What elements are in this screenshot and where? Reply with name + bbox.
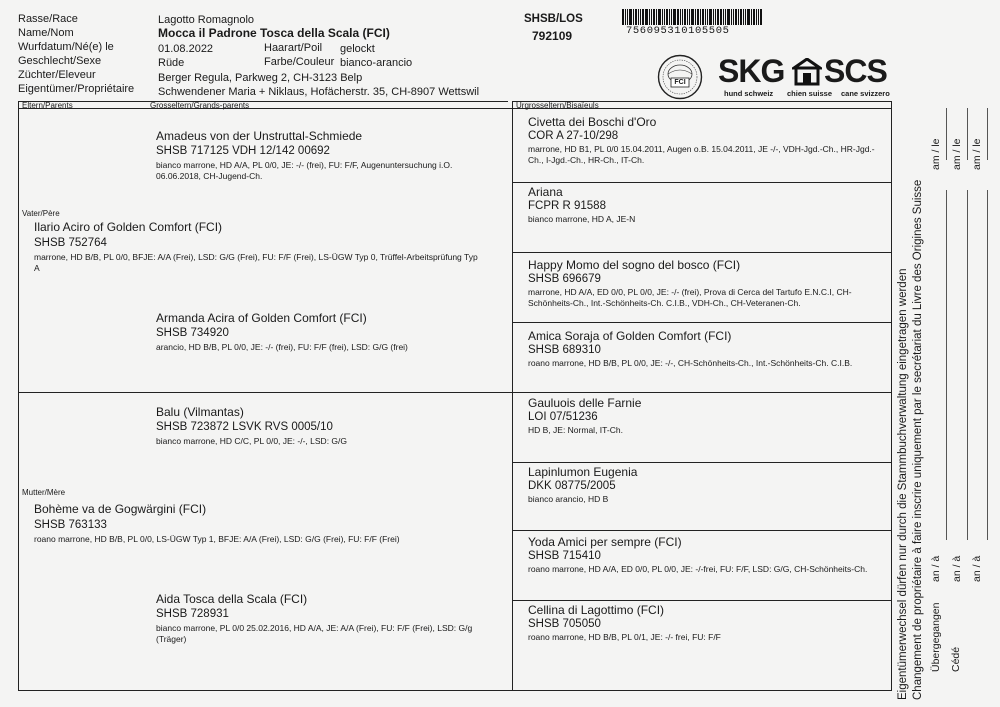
signature-line — [987, 190, 988, 540]
scs-logo-text: SCS — [824, 53, 887, 89]
barcode-bar — [740, 9, 742, 25]
barcode-bar — [700, 9, 701, 25]
barcode-bar — [638, 9, 639, 25]
label-sex: Geschlecht/Sexe — [18, 55, 102, 67]
grandparent-entry — [156, 311, 496, 353]
great-grandparent-details: bianco arancio, HD B — [528, 494, 609, 504]
grandparent-name: Aida Tosca della Scala (FCI) — [156, 592, 308, 606]
sire-entry — [34, 220, 484, 274]
great-grandparent-entry — [528, 185, 884, 225]
grandparent-reg: SHSB 717125 VDH 12/142 00692 — [156, 145, 330, 157]
breed-value: Lagotto Romagnolo — [158, 14, 255, 26]
label-owner: Eigentümer/Propriétaire — [18, 83, 135, 95]
ownership-notice-de: Eigentümerwechsel dürfen nur durch die Stammbuchverwaltung eingetragen werden — [897, 268, 909, 700]
dam-reg: SHSB 763133 — [34, 519, 107, 531]
logo-subtitle-1: hund schweiz — [724, 89, 774, 98]
barcode-bar — [658, 9, 661, 25]
grandparent-details: arancio, HD B/B, PL 0/0, JE: -/- (frei), FU: F/F (frei), LSD: G/G (frei) — [156, 342, 408, 352]
barcode-bar — [664, 9, 665, 25]
barcode-bar — [673, 9, 676, 25]
great-grandparent-name: Amica Soraja of Golden Comfort (FCI) — [528, 329, 732, 343]
barcode-bar — [635, 9, 637, 25]
fci-logo-text: FCI — [674, 79, 686, 86]
barcode-bar — [625, 9, 626, 25]
barcode-bar — [687, 9, 688, 25]
sire-name: Ilario Aciro of Golden Comfort (FCI) — [34, 220, 223, 234]
great-grandparent-reg: SHSB 689310 — [528, 344, 601, 356]
barcode-bar — [745, 9, 746, 25]
great-grandparent-entry — [528, 258, 884, 309]
fci-logo — [657, 54, 703, 100]
date-line — [987, 108, 988, 160]
to-label: an / à — [930, 555, 942, 582]
owner-value: Schwendener Maria + Niklaus, Hofächerstr. 35, CH-8907 Wettswil — [158, 86, 480, 98]
row-divider — [512, 600, 892, 601]
barcode-bar — [723, 9, 724, 25]
dam-label: Mutter/Mère — [22, 488, 66, 497]
signature-line — [967, 190, 968, 540]
label-birth: Wurfdatum/Né(e) le — [18, 41, 114, 53]
dog-house-icon — [792, 58, 822, 86]
great-grandparent-name: Lapinlumon Eugenia — [528, 465, 638, 479]
barcode-bar — [651, 9, 652, 25]
row-divider — [512, 252, 892, 253]
barcode-bar — [758, 9, 759, 25]
grandparent-entry — [156, 405, 496, 447]
barcode-bar — [695, 9, 696, 25]
column-header-parents: Eltern/Parents — [22, 101, 73, 110]
table-right-border — [891, 101, 892, 691]
barcode-bar — [760, 9, 762, 25]
header-divider-left — [18, 101, 508, 102]
ceded-label: Cédé — [950, 646, 962, 672]
great-grandparent-entry — [528, 115, 884, 166]
row-divider — [512, 530, 892, 531]
great-grandparent-details: marrone, HD B1, PL 0/0 15.04.2011, Augen o.B. 15.04.2011, JE -/-, VDH-Jgd.-Ch., HR-Jgd.-Ch., I-Jgd.-Ch., HR-Ch., IT-Ch. — [528, 144, 875, 165]
barcode-bar — [666, 9, 668, 25]
barcode-bar — [684, 9, 686, 25]
grandparent-reg: SHSB 723872 LSVK RVS 0005/10 — [156, 421, 333, 433]
date-line — [967, 108, 968, 160]
coat-label: Haarart/Poil — [264, 42, 323, 54]
barcode-bar — [697, 9, 699, 25]
barcode-number: 756095310105505 — [626, 25, 730, 37]
barcode-bar — [682, 9, 683, 25]
label-name: Name/Nom — [18, 27, 74, 39]
great-grandparent-entry — [528, 603, 884, 643]
dam-entry — [34, 502, 484, 545]
date-line — [946, 108, 947, 160]
great-grandparent-reg: COR A 27-10/298 — [528, 130, 619, 142]
barcode-bar — [669, 9, 670, 25]
barcode-bar — [709, 9, 712, 25]
great-grandparent-name: Happy Momo del sogno del bosco (FCI) — [528, 258, 741, 272]
great-grandparent-name: Gauluois delle Farnie — [528, 396, 642, 410]
ownership-notice-fr: Changement de propriétaire à faire inscrire uniquement par le secrétariat du Livre des Origines Suisse — [912, 179, 924, 700]
great-grandparent-entry — [528, 329, 884, 369]
grandparent-details: bianco marrone, HD C/C, PL 0/0, JE: -/-, LSD: G/G — [156, 436, 347, 446]
barcode-bar — [725, 9, 726, 25]
logo-subtitle-2: chien suisse — [787, 89, 833, 98]
great-grandparent-reg: SHSB 705050 — [528, 618, 601, 630]
barcode-bar — [677, 9, 679, 25]
barcode-bar — [629, 9, 632, 25]
sex-value: Rüde — [158, 57, 185, 69]
barcode-bar — [642, 9, 644, 25]
barcode-bar — [640, 9, 641, 25]
barcode-bar — [691, 9, 694, 25]
great-grandparent-name: Civetta dei Boschi d'Oro — [528, 115, 657, 129]
dam-name: Bohème va de Gogwärgini (FCI) — [34, 502, 207, 516]
registry-number: 792109 — [532, 29, 573, 43]
table-center-divider — [512, 101, 513, 691]
barcode-bar — [653, 9, 655, 25]
great-grandparent-details: marrone, HD A/A, ED 0/0, PL 0/0, JE: -/- (frei), Prova di Cerca del Tartufo E.N.C.I, CH-Schönheits-Ch., Int.-Schönheits-Ch. C.I.B., VDH-Ch., CH-Veteranen-Ch. — [528, 287, 852, 308]
barcode-bar — [705, 9, 706, 25]
barcode-bar — [743, 9, 744, 25]
barcode-bar — [707, 9, 708, 25]
great-grandparent-details: roano marrone, HD B/B, PL 0/0, JE: -/-, CH-Schönheits-Ch., Int.-Schönheits-Ch. C.I.B. — [528, 358, 853, 368]
barcode-bar — [717, 9, 719, 25]
table-left-border — [18, 101, 19, 691]
row-divider — [512, 322, 892, 323]
great-grandparent-name: Cellina di Lagottimo (FCI) — [528, 603, 665, 617]
grandparent-reg: SHSB 734920 — [156, 327, 229, 339]
on-label: am / le — [951, 138, 963, 170]
barcode-bar — [633, 9, 634, 25]
row-divider — [512, 182, 892, 183]
great-grandparent-entry — [528, 396, 884, 436]
grandparent-details: bianco marrone, HD A/A, PL 0/0, JE: -/- (frei), FU: F/F, Augenuntersuchung i.O. 06.06.2018, CH-Jugend-Ch. — [156, 160, 453, 181]
logo-subtitle-3: cane svizzero — [841, 89, 890, 98]
barcode-bar — [689, 9, 690, 25]
barcode-bar — [702, 9, 704, 25]
barcode-bar — [671, 9, 672, 25]
birth-date-value: 01.08.2022 — [158, 43, 214, 55]
barcode-bar — [720, 9, 722, 25]
on-label: am / le — [930, 138, 942, 170]
dog-name-value: Mocca il Padrone Tosca della Scala (FCI) — [158, 26, 390, 40]
grandparent-entry — [156, 592, 496, 645]
great-grandparent-details: HD B, JE: Normal, IT-Ch. — [528, 425, 623, 435]
barcode-bar — [680, 9, 681, 25]
sire-details: marrone, HD B/B, PL 0/0, BFJE: A/A (Frei), LSD: G/G (Frei), FU: F/F (Frei), LS-ÜGW Typ 0, Trüffel-Arbeitsprüfung Typ A — [34, 252, 478, 273]
column-header-great-grandparents: Urgrosseltern/Bisaïeuls — [516, 101, 599, 110]
transferred-label: Übergegangen — [930, 602, 942, 672]
great-grandparent-reg: DKK 08775/2005 — [528, 480, 616, 492]
great-grandparent-name: Yoda Amici per sempre (FCI) — [528, 535, 682, 549]
grandparent-name: Armanda Acira of Golden Comfort (FCI) — [156, 311, 367, 325]
great-grandparent-reg: SHSB 715410 — [528, 550, 601, 562]
barcode-bar — [731, 9, 732, 25]
barcode-bar — [733, 9, 734, 25]
great-grandparent-reg: SHSB 696679 — [528, 273, 601, 285]
barcode-bar — [738, 9, 739, 25]
row-divider — [512, 462, 892, 463]
barcode-bar — [747, 9, 750, 25]
label-breeder: Züchter/Eleveur — [18, 69, 96, 81]
table-middle-line — [18, 392, 892, 393]
on-label: am / le — [971, 138, 983, 170]
great-grandparent-details: roano marrone, HD A/A, ED 0/0, PL 0/0, JE: -/-frei, FU: F/F, LSD: G/G, CH-Schönheits-Ch. — [528, 564, 868, 574]
sire-label: Vater/Père — [22, 209, 60, 218]
table-bottom-line — [18, 690, 892, 691]
barcode-bar — [756, 9, 757, 25]
great-grandparent-entry — [528, 465, 884, 505]
color-label: Farbe/Couleur — [264, 56, 335, 68]
grandparent-name: Balu (Vilmantas) — [156, 405, 244, 419]
barcode-bar — [627, 9, 628, 25]
grandparent-name: Amadeus von der Unstruttal-Schmiede — [156, 129, 363, 143]
barcode-bar — [622, 9, 624, 25]
great-grandparent-entry — [528, 535, 884, 575]
great-grandparent-reg: LOI 07/51236 — [528, 411, 598, 423]
great-grandparent-details: roano marrone, HD B/B, PL 0/1, JE: -/- frei, FU: F/F — [528, 632, 721, 642]
registry-label: SHSB/LOS — [524, 13, 583, 25]
sire-reg: SHSB 752764 — [34, 237, 107, 249]
breeder-value: Berger Regula, Parkweg 2, CH-3123 Belp — [158, 72, 363, 84]
barcode-bar — [656, 9, 657, 25]
barcode-bar — [735, 9, 737, 25]
barcode-bar — [753, 9, 755, 25]
grandparent-entry — [156, 129, 496, 182]
color-value: bianco-arancio — [340, 57, 413, 69]
label-race: Rasse/Race — [18, 13, 78, 25]
barcode-bar — [662, 9, 663, 25]
to-label: an / à — [971, 555, 983, 582]
barcode-bar — [715, 9, 716, 25]
barcode-bar — [645, 9, 648, 25]
column-header-grandparents: Grosseltern/Grands-parents — [150, 101, 250, 110]
coat-value: gelockt — [340, 43, 375, 55]
dam-details: roano marrone, HD B/B, PL 0/0, LS-ÜGW Typ 1, BFJE: A/A (Frei), LSD: G/G (Frei), FU: F/F (Frei) — [34, 534, 400, 544]
skg-logo-text: SKG — [718, 53, 785, 89]
great-grandparent-details: bianco marrone, HD A, JE-N — [528, 214, 636, 224]
barcode-bar — [727, 9, 730, 25]
to-label: an / à — [951, 555, 963, 582]
barcode — [622, 9, 792, 25]
grandparent-reg: SHSB 728931 — [156, 608, 229, 620]
barcode-bar — [649, 9, 650, 25]
great-grandparent-reg: FCPR R 91588 — [528, 200, 606, 212]
great-grandparent-name: Ariana — [528, 185, 563, 199]
signature-line — [946, 190, 947, 540]
grandparent-details: bianco marrone, PL 0/0 25.02.2016, HD A/A, JE: A/A (Frei), FU: F/F (Frei), LSD: G/g (Träger) — [156, 623, 473, 644]
barcode-bar — [751, 9, 752, 25]
barcode-bar — [713, 9, 714, 25]
